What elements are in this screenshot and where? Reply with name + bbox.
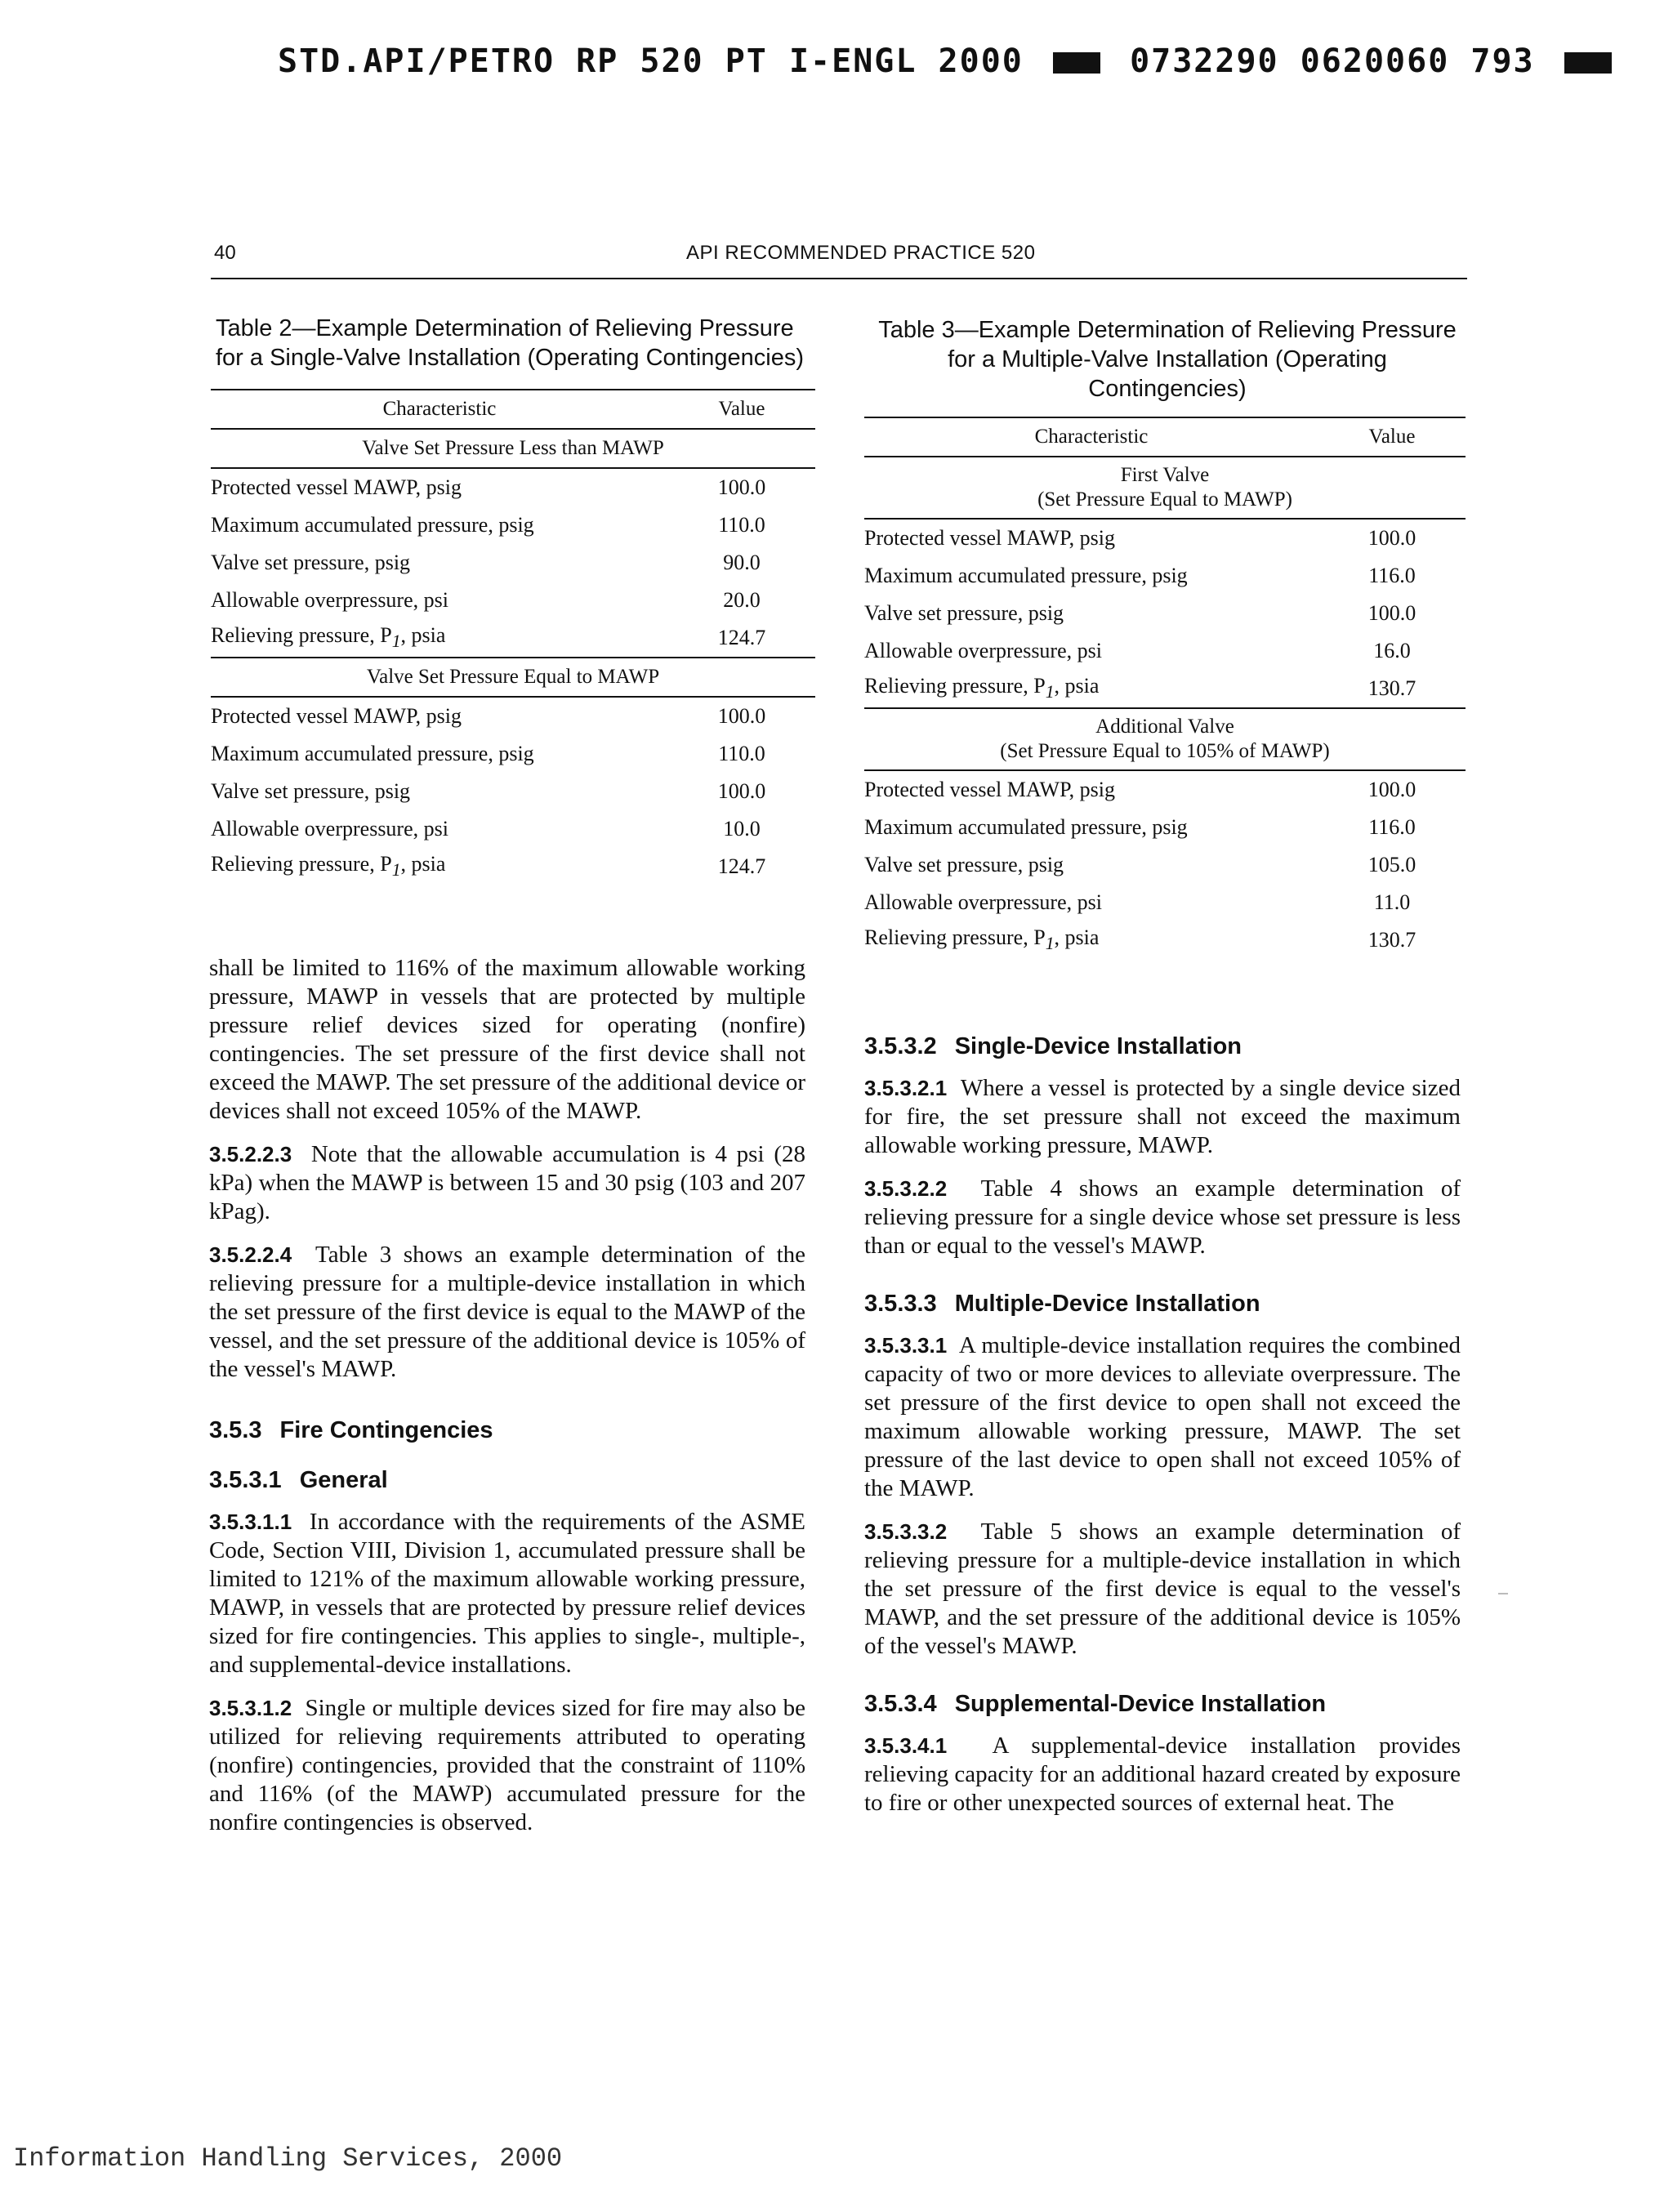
table2-section-title: Valve Set Pressure Less than MAWP — [211, 429, 815, 468]
left-column — [209, 954, 805, 1852]
page-number: 40 — [214, 242, 236, 264]
table3-col-value: Value — [1318, 417, 1466, 457]
table-row: Valve set pressure, psig 100.0 — [211, 779, 766, 803]
table-row: Protected vessel MAWP, psig 100.0 — [864, 526, 1416, 550]
table-row: Protected vessel MAWP, psig 100.0 — [211, 475, 766, 499]
stamp-block-mark — [1053, 52, 1100, 74]
table-row: Valve set pressure, psig 100.0 — [864, 601, 1416, 625]
table3-section-title: First Valve (Set Pressure Equal to MAWP) — [864, 457, 1466, 519]
running-title: API RECOMMENDED PRACTICE 520 — [686, 242, 1036, 264]
footer-provider: Information Handling Services, 2000 — [13, 2143, 563, 2174]
paragraph-3-5-3-2-1: 3.5.3.2.1 Where a vessel is protected by a single device sized for fire, the set pressure shall not exceed the maximum allowable working pressure, MAWP. — [864, 1075, 1461, 1158]
table2 — [211, 389, 815, 885]
table-row: Valve set pressure, psig 90.0 — [211, 551, 761, 574]
margin-mark — [1498, 1593, 1508, 1594]
document-control-stamp — [278, 42, 1535, 80]
paragraph-3-5-3-1-2: 3.5.3.1.2 Single or multiple devices sized for fire may also be utilized for relieving requirements attributed to operating (nonfire) contingencies, provided that the constraint of 110% and 116% (of the MAWP) accumulated pressure for the nonfire contingencies is observed. — [209, 1695, 806, 1835]
table-row: Maximum accumulated pressure, psig 116.0 — [864, 815, 1416, 839]
stamp-document-id: STD.API/PETRO RP 520 PT I-ENGL 2000 — [278, 42, 1024, 80]
stamp-block-mark-end — [1564, 52, 1612, 74]
paragraph-continued: shall be limited to 116% of the maximum allowable working pressure, MAWP in vessels that are protected by multiple pressure relief devices sized for operating (nonfire) contingencies. The set pressure of the first device shall not exceed the MAWP. The set pressure of the additional device or devices shall not exceed 105% of the MAWP. — [209, 955, 805, 1124]
paragraph-3-5-3-4-1: 3.5.3.4.1 A supplemental-device installation provides relieving capacity for an additional hazard created by exposure to fire or other unexpected sources of external heat. The — [864, 1733, 1461, 1816]
table3-section-title: Additional Valve (Set Pressure Equal to 105% of MAWP) — [864, 708, 1466, 770]
table-row: Maximum accumulated pressure, psig 110.0 — [211, 513, 765, 537]
heading-3-5-3-3: 3.5.3.3 Multiple-Device Installation — [864, 1291, 1260, 1317]
table-row: Protected vessel MAWP, psig 100.0 — [864, 778, 1416, 801]
paragraph-3-5-3-1-1: 3.5.3.1.1 In accordance with the requirements of the ASME Code, Section VIII, Division 1, accumulated pressure shall be limited to 121% of the maximum allowable working pressure, MAWP, in vessels that are protected by pressure relief devices sized for fire contingencies. This applies to single-, multiple-, and supplemental-device installations. — [209, 1509, 805, 1678]
heading-3-5-3-1: 3.5.3.1 General — [209, 1467, 388, 1493]
paragraph-3-5-2-2-4: 3.5.2.2.4 Table 3 shows an example determination of the relieving pressure for a multiple-device installation in which the set pressure of the first device is equal to the MAWP of the vessel, and the set pressure of the additional device is 105% of the vessel's MAWP. — [209, 1242, 805, 1382]
table-row: Maximum accumulated pressure, psig 116.0 — [864, 564, 1416, 587]
table-row: Allowable overpressure, psi 20.0 — [211, 588, 761, 612]
table-row: Relieving pressure, $P_1$, psia 130.7 — [864, 674, 1416, 702]
table-row: Maximum accumulated pressure, psig 110.0 — [211, 742, 765, 765]
paragraph-3-5-3-3-1: 3.5.3.3.1 A multiple-device installation requires the combined capacity of two or more devices to alleviate overpressure. The set pressure of the first device to open shall not exceed the maximum allowable working pressure, MAWP. The set pressure of the last device to open shall not exceed 105% of the MAWP. — [864, 1332, 1461, 1501]
table2-header-row — [211, 390, 815, 429]
stamp-barcode-number: 0732290 0620060 793 — [1130, 42, 1535, 80]
table-row: Relieving pressure, $P_1$, psia 130.7 — [864, 925, 1416, 954]
paragraph-3-5-3-2-2: 3.5.3.2.2 Table 4 shows an example determination of relieving pressure for a single device whose set pressure is less than or equal to the vessel's MAWP. — [864, 1175, 1461, 1259]
heading-3-5-3-4: 3.5.3.4 Supplemental-Device Installation — [864, 1691, 1327, 1717]
table3-header-row — [864, 417, 1466, 457]
heading-3-5-3: 3.5.3 Fire Contingencies — [209, 1417, 493, 1443]
paragraph-3-5-3-3-2: 3.5.3.3.2 Table 5 shows an example determination of relieving pressure for a multiple-device installation in which the set pressure of the first device is equal to the vessel's MAWP, and the set pressure of the additional device is 105% of the vessel's MAWP. — [864, 1519, 1461, 1659]
table-row: Allowable overpressure, psi 11.0 — [864, 890, 1411, 914]
table-row: Relieving pressure, $P_1$, psia 124.7 — [211, 623, 766, 652]
table-row: Relieving pressure, $P_1$, psia 124.7 — [211, 852, 766, 881]
right-column — [864, 1032, 1461, 1832]
table3 — [864, 417, 1466, 959]
header-rule — [211, 278, 1467, 279]
table2-col-value: Value — [668, 390, 815, 429]
paragraph-3-5-2-2-3: 3.5.2.2.3 Note that the allowable accumulation is 4 psi (28 kPa) when the MAWP is between 15 and 30 psig (103 and 207 kPag). — [209, 1141, 806, 1224]
table-row: Allowable overpressure, psi 10.0 — [211, 817, 761, 841]
table-row: Protected vessel MAWP, psig 100.0 — [211, 704, 766, 728]
table2-section-title: Valve Set Pressure Equal to MAWP — [211, 658, 815, 697]
heading-3-5-3-2: 3.5.3.2 Single-Device Installation — [864, 1033, 1242, 1059]
table2-col-characteristic: Characteristic — [211, 390, 668, 429]
table-row: Valve set pressure, psig 105.0 — [864, 853, 1416, 876]
table-row: Allowable overpressure, psi 16.0 — [864, 639, 1411, 662]
table3-col-characteristic: Characteristic — [864, 417, 1318, 457]
table3-caption: Table 3—Example Determination of Relieving Pressure for a Multiple-Valve Installation (Operating Contingencies) — [878, 317, 1457, 402]
table2-caption: Table 2—Example Determination of Relieving Pressure for a Single-Valve Installation (Operating Contingencies) — [216, 315, 805, 371]
